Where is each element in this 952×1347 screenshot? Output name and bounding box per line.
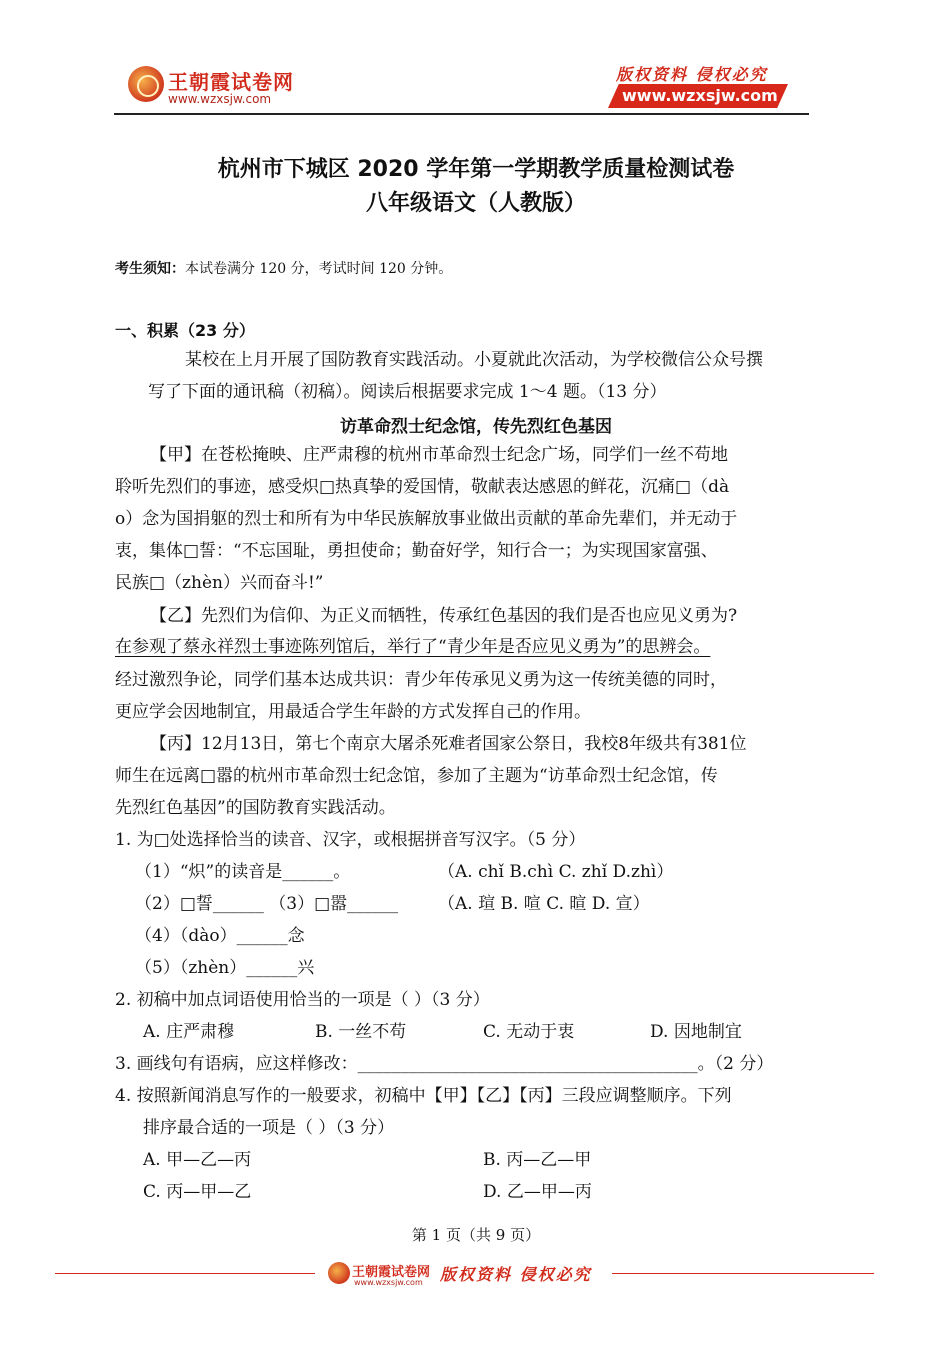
question-1-part-4: （4）（dào）______念	[135, 926, 305, 946]
footer-rule-left	[55, 1273, 315, 1274]
intro-line: 写了下面的通讯稿（初稿）。阅读后根据要求完成 1～4 题。（13 分）	[148, 382, 667, 402]
question-3: 3. 画线句有语病，应这样修改：________________________________________。（2 分）	[115, 1054, 774, 1074]
paragraph-bing-line: 师生在远离□嚣的杭州市革命烈士纪念馆，参加了主题为“访革命烈士纪念馆，传	[115, 766, 718, 786]
question-1-part-1-options: （A. chǐ B.chì C. zhǐ D.zhì）	[438, 862, 674, 882]
notice-label: 考生须知：	[115, 261, 185, 277]
logo-emblem-icon	[128, 66, 164, 102]
question-2-option-c: C. 无动于衷	[483, 1022, 575, 1042]
question-1-parts-2-3-options: （A. 瑄 B. 喧 C. 暄 D. 宣）	[438, 894, 650, 914]
paragraph-jia-line: o）念为国捐躯的烈士和所有为中华民族解放事业做出贡献的革命先辈们，并无动于	[115, 509, 738, 529]
footer-logo-emblem-icon	[328, 1262, 350, 1284]
question-2: 2. 初稿中加点词语使用恰当的一项是（ ）（3 分）	[115, 990, 490, 1010]
notice-text: 本试卷满分 120 分，考试时间 120 分钟。	[185, 261, 453, 277]
footer-copyright: 版权资料 侵权必究	[440, 1265, 592, 1284]
paragraph-jia-line: 衷，集体□誓：“不忘国耻，勇担使命；勤奋好学，知行合一；为实现国家富强、	[115, 541, 718, 561]
exam-title: 杭州市下城区 2020 学年第一学期教学质量检测试卷	[217, 157, 735, 182]
intro-line: 某校在上月开展了国防教育实践活动。小夏就此次活动，为学校微信公众号撰	[185, 350, 763, 370]
logo-name: 王朝霞试卷网	[168, 70, 294, 94]
footer-logo-name: 王朝霞试卷网	[352, 1265, 431, 1280]
question-4: 4. 按照新闻消息写作的一般要求，初稿中【甲】【乙】【丙】三段应调整顺序。下列	[115, 1086, 732, 1106]
paragraph-bing-line: 先烈红色基因”的国防教育实践活动。	[115, 798, 396, 818]
page-number: 第 1 页（共 9 页）	[411, 1226, 541, 1244]
question-4-continued: 排序最合适的一项是（ ）（3 分）	[143, 1118, 395, 1138]
logo-url: www.wzxsjw.com	[168, 92, 272, 106]
question-4-option-a: A. 甲—乙—丙	[143, 1150, 252, 1170]
candidate-notice	[115, 258, 452, 278]
paragraph-bing-line: 【丙】12月13日，第七个南京大屠杀死难者国家公祭日，我校8年级共有381位	[150, 734, 747, 754]
question-2-option-b: B. 一丝不苟	[315, 1022, 407, 1042]
question-1: 1. 为□处选择恰当的读音、汉字，或根据拼音写汉字。（5 分）	[115, 830, 586, 850]
question-1-parts-2-3: （2）□誓______ （3）□嚣______	[135, 894, 399, 914]
question-1-part-5: （5）（zhèn）______兴	[135, 958, 315, 978]
paragraph-jia-line: 民族□（zhèn）兴而奋斗!”	[115, 573, 324, 593]
section-heading: 一、积累（23 分）	[115, 321, 255, 340]
exam-subtitle: 八年级语文（人教版）	[365, 191, 586, 216]
question-2-option-d: D. 因地制宜	[650, 1022, 742, 1042]
article-title: 访革命烈士纪念馆，传先烈红色基因	[340, 417, 612, 437]
header-divider	[114, 113, 809, 115]
copyright-notice: 版权资料 侵权必究	[616, 65, 768, 84]
paragraph-yi-line: 经过激烈争论，同学们基本达成共识：青少年传承见义勇为这一传统美德的同时，	[115, 670, 727, 690]
footer-rule-right	[612, 1273, 874, 1274]
paragraph-jia-line: 聆听先烈们的事迹，感受炽□热真挚的爱国情，敬献表达感恩的鲜花，沉痛□（dà	[115, 477, 730, 497]
question-4-option-d: D. 乙—甲—丙	[483, 1182, 592, 1202]
paragraph-yi-line: 更应学会因地制宜，用最适合学生年龄的方式发挥自己的作用。	[115, 702, 591, 722]
question-4-option-c: C. 丙—甲—乙	[143, 1182, 252, 1202]
paragraph-jia-line: 【甲】在苍松掩映、庄严肃穆的杭州市革命烈士纪念广场，同学们一丝不苟地	[150, 445, 728, 465]
footer-logo-url: www.wzxsjw.com	[354, 1278, 423, 1287]
question-2-option-a: A. 庄严肃穆	[143, 1022, 235, 1042]
paragraph-yi-line: 【乙】先烈们为信仰、为正义而牺牲，传承红色基因的我们是否也应见义勇为?	[150, 606, 738, 626]
question-4-option-b: B. 丙—乙—甲	[483, 1150, 592, 1170]
url-banner-text: www.wzxsjw.com	[622, 86, 778, 105]
question-1-part-1: （1）“炽”的读音是______。	[135, 862, 351, 882]
underlined-sentence: 在参观了蔡永祥烈士事迹陈列馆后，举行了“青少年是否应见义勇为”的思辨会。	[115, 637, 711, 657]
